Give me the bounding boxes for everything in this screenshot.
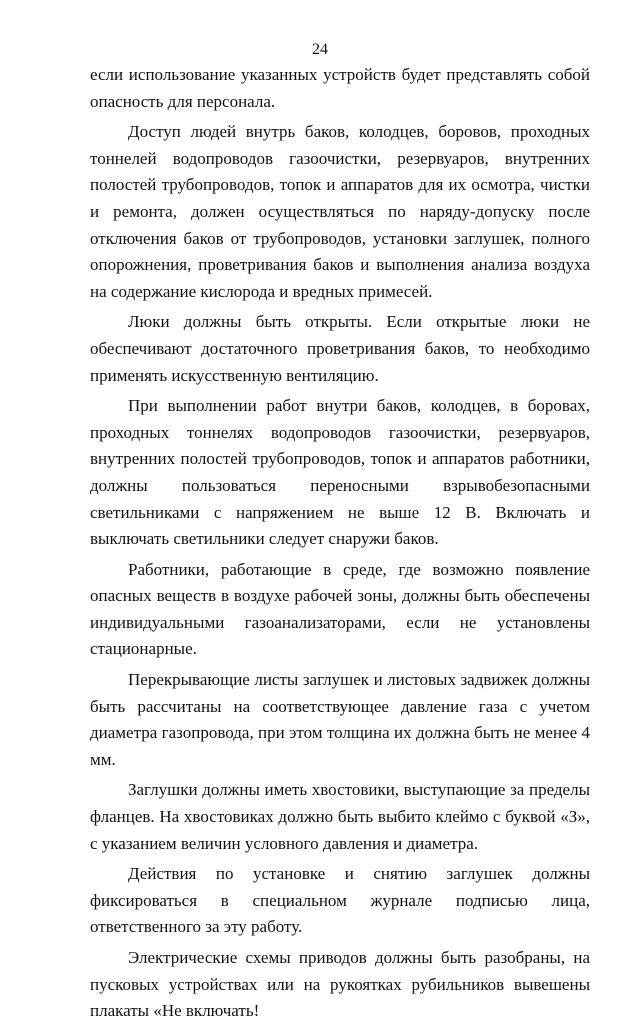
paragraph-portable-lamps: При выполнении работ внутри баков, колодцев, в боровах, проходных тоннелях водопроводов газоочистки, резервуаров, внутренних полостей трубопроводов, топок и аппаратов работники, должны пользоваться переносными взрывобезопасными светильниками с напряжением не выше 12 В. Включать и выключать светильники следует снаружи баков. [90,396,590,549]
paragraph-electrical-circuits: Электрические схемы приводов должны быть разобраны, на пусковых устройствах или на рукоятках рубильников вывешены плакаты «Не включать! [90,948,590,1021]
paragraph-blank-tails: Заглушки должны иметь хвостовики, выступающие за пределы фланцев. На хвостовиках должно быть выбито клеймо с буквой «З», с указанием величин условного давления и диаметра. [90,780,590,853]
paragraph-blank-journal: Действия по установке и снятию заглушек должны фиксироваться в специальном журнале подписью лица, ответственного за эту работу. [90,864,590,937]
paragraph-access-inside-tanks: Доступ людей внутрь баков, колодцев, боровов, проходных тоннелей водопроводов газоочистки, резервуаров, внутренних полостей трубопроводов, топок и аппаратов для их осмотра, чистки и ремонта, должен осуществляться по наряду-допуску после отключения баков от трубопроводов, установки заглушек, полного опорожнения, проветривания баков и выполнения анализа воздуха на содержание кислорода и вредных примесей. [90,122,590,301]
paragraph-gas-analyzers: Работники, работающие в среде, где возможно появление опасных веществ в воздухе рабочей зоны, должны быть обеспечены индивидуальными газоанализаторами, если не установлены стационарные. [90,559,590,659]
page-number: 24 [312,41,328,58]
paragraph-hatches-open: Люки должны быть открыты. Если открытые люки не обеспечивают достаточного проветривания баков, то необходимо применять искусственную вентиляцию. [90,312,590,385]
paragraph-blank-plates: Перекрывающие листы заглушек и листовых задвижек должны быть рассчитаны на соответствующее давление газа с учетом диаметра газопровода, при этом толщина их должна быть не менее 4 мм. [90,670,590,769]
body-text [90,62,590,1029]
paragraph-continuation: если использование указанных устройств будет представлять собой опасность для персонала. [90,65,590,111]
